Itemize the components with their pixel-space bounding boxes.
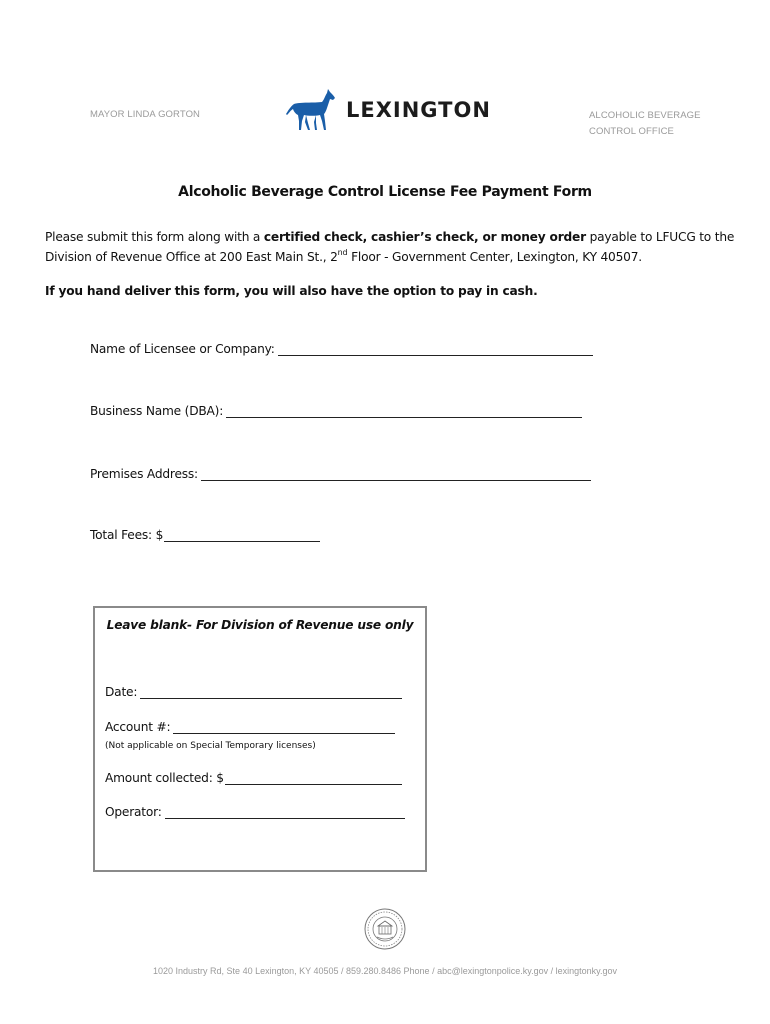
- revenue-account-label: Account #:: [105, 720, 171, 734]
- revenue-date-line[interactable]: [140, 686, 402, 699]
- fees-input-line[interactable]: [164, 529, 320, 542]
- cash-note: If you hand deliver this form, you will also have the option to pay in cash.: [45, 284, 538, 298]
- operator-field: [105, 805, 405, 819]
- horse-icon: [286, 88, 336, 132]
- logo-wordmark: LEXINGTON: [346, 98, 491, 122]
- intro-text-3: Floor - Government Center, Lexington, KY 40507.: [347, 250, 642, 264]
- lexington-logo: [286, 88, 491, 132]
- account-note: (Not applicable on Special Temporary licenses): [105, 741, 316, 751]
- office-name: [589, 108, 701, 140]
- revenue-date-field: [105, 685, 402, 699]
- address-label: Premises Address:: [90, 467, 198, 481]
- city-seal-icon: [364, 908, 406, 955]
- footer-contact: 1020 Industry Rd, Ste 40 Lexington, KY 40505 / 859.280.8486 Phone / abc@lexingtonpolice.ky.gov / lexingtonky.gov: [153, 966, 617, 976]
- amount-collected-line[interactable]: [225, 772, 402, 785]
- intro-text-2: payable to LFUCG to the Division of Revenue Office at 200 East Main St., 2: [45, 230, 735, 264]
- mayor-name: MAYOR LINDA GORTON: [90, 109, 201, 120]
- intro-payment-types: certified check, cashier’s check, or money order: [263, 230, 586, 244]
- fees-field: [90, 528, 320, 542]
- office-name-line1: ALCOHOLIC BEVERAGE: [589, 110, 701, 121]
- office-name-line2: CONTROL OFFICE: [589, 126, 674, 137]
- revenue-account-field: [105, 720, 395, 734]
- address-input-line[interactable]: [201, 468, 591, 481]
- address-field: [90, 467, 591, 481]
- dba-label: Business Name (DBA):: [90, 404, 224, 418]
- form-title: Alcoholic Beverage Control License Fee Payment Form: [178, 184, 592, 200]
- fees-label: Total Fees: $: [90, 528, 164, 542]
- licensee-input-line[interactable]: [278, 343, 593, 356]
- revenue-use-box: [93, 606, 427, 872]
- revenue-box-title: Leave blank- For Division of Revenue use only: [106, 618, 414, 632]
- intro-text-1: Please submit this form along with a: [45, 230, 264, 244]
- operator-label: Operator:: [105, 805, 162, 819]
- operator-line[interactable]: [165, 806, 405, 819]
- intro-paragraph: [45, 227, 735, 267]
- licensee-label: Name of Licensee or Company:: [90, 342, 275, 356]
- intro-superscript: nd: [337, 248, 348, 257]
- licensee-field: [90, 342, 593, 356]
- revenue-account-line[interactable]: [173, 721, 395, 734]
- revenue-date-label: Date:: [105, 685, 138, 699]
- dba-input-line[interactable]: [226, 405, 582, 418]
- amount-collected-field: [105, 771, 402, 785]
- amount-collected-label: Amount collected: $: [105, 771, 224, 785]
- dba-field: [90, 404, 582, 418]
